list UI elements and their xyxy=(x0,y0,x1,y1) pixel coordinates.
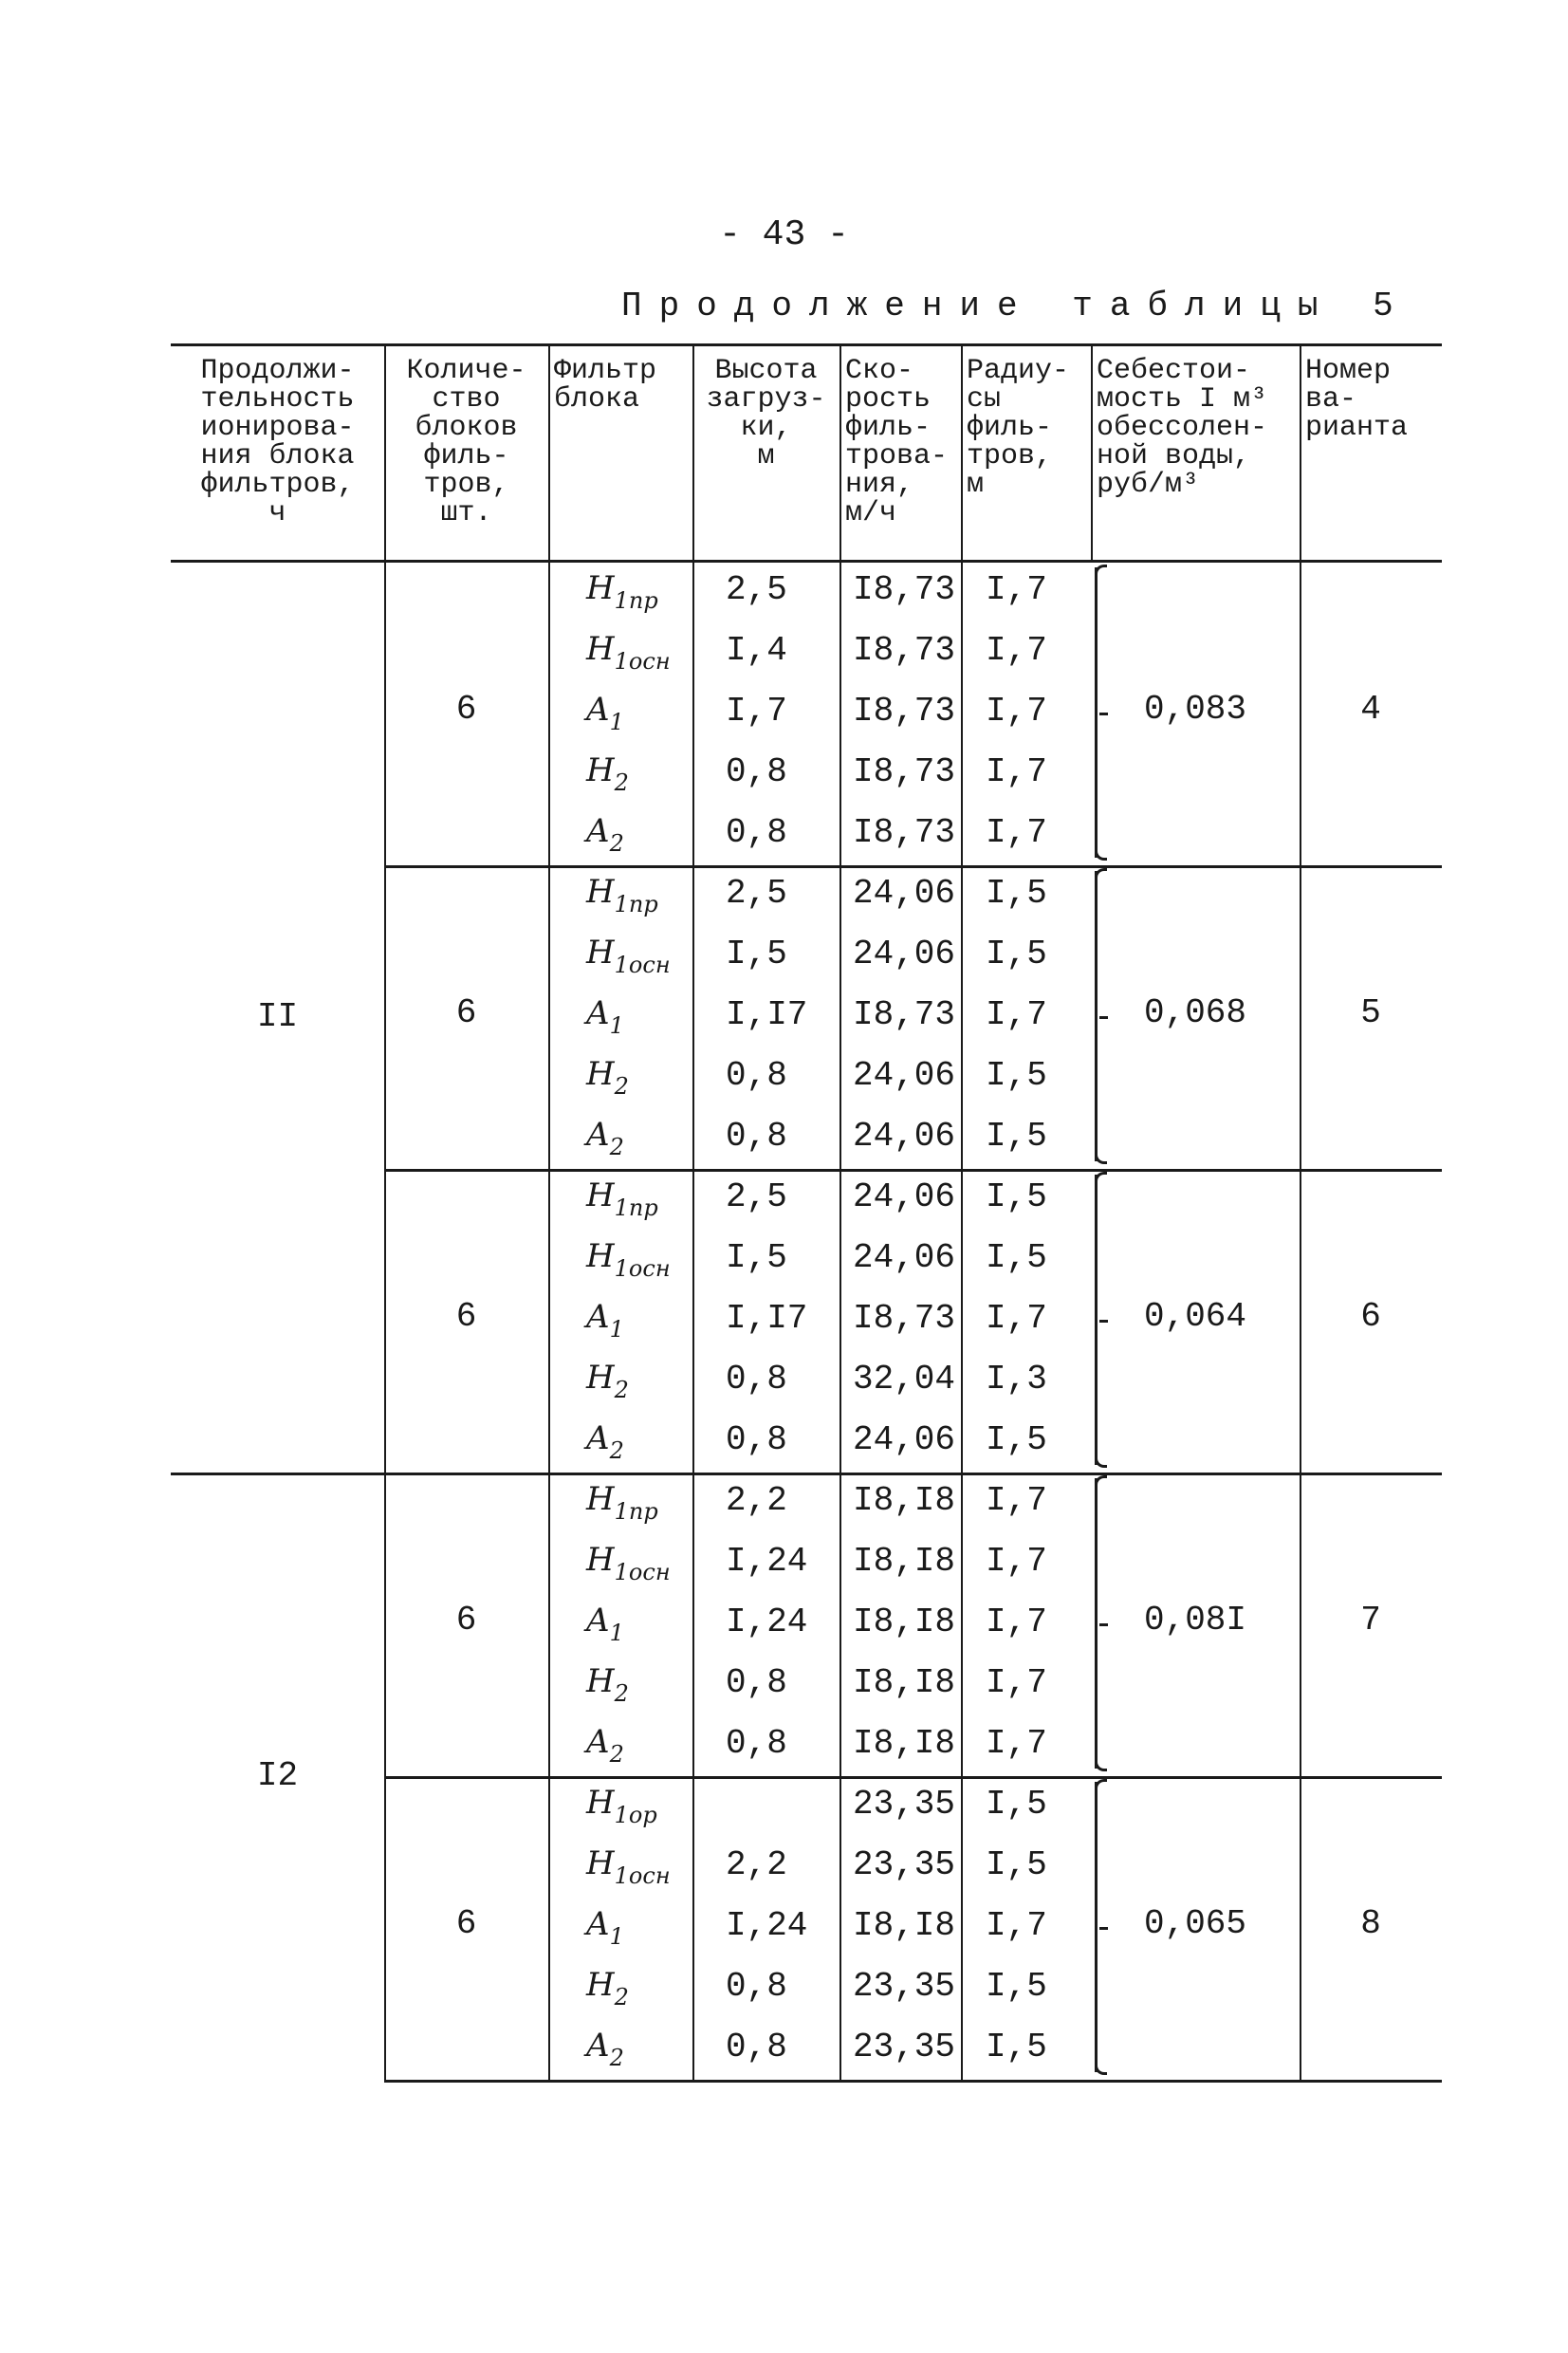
header-line: рианта xyxy=(1305,412,1409,444)
column-divider xyxy=(384,343,386,2080)
filter-name xyxy=(586,691,624,735)
filter-letter: H xyxy=(586,1844,615,1882)
loading-height: 0,8 xyxy=(726,2028,787,2066)
header-line: Продолжи- xyxy=(200,355,355,387)
filter-radius: I,7 xyxy=(986,752,1047,791)
filter-radius: I,5 xyxy=(986,2028,1047,2066)
filter-letter: H xyxy=(586,1176,615,1214)
loading-height: 0,8 xyxy=(726,752,787,791)
variant-number: 7 xyxy=(1360,1601,1381,1640)
header-line: мость I м³ xyxy=(1097,383,1268,416)
filter-subscript: 1осн xyxy=(614,1559,671,1585)
header-line: ния, xyxy=(845,469,914,501)
filter-name xyxy=(586,630,671,675)
filter-subscript: 2 xyxy=(614,1377,629,1403)
filter-radius: I,7 xyxy=(986,570,1047,609)
loading-height: I,4 xyxy=(726,631,787,670)
header-line: м/ч xyxy=(845,497,897,529)
header-line: шт. xyxy=(440,497,492,529)
filter-radius: I,5 xyxy=(986,1785,1047,1824)
filtration-speed: I8,73 xyxy=(853,631,956,670)
filter-subscript: 1пр xyxy=(614,1195,658,1221)
loading-height: 2,5 xyxy=(726,570,787,609)
filter-radius: I,5 xyxy=(986,1238,1047,1277)
table-caption: Продолжение таблицы 5 xyxy=(621,287,1411,325)
header-duration xyxy=(176,357,378,528)
filter-radius: I,5 xyxy=(986,1117,1047,1156)
header-line: фильтров, xyxy=(200,469,355,501)
header-speed xyxy=(845,357,955,528)
header-line: филь- xyxy=(423,440,509,472)
filter-name xyxy=(586,1966,629,2010)
filter-subscript: 1ор xyxy=(614,1802,657,1828)
header-bottom-rule xyxy=(171,560,1442,563)
page-number: - 43 - xyxy=(719,214,849,255)
filter-radius: I,7 xyxy=(986,995,1047,1034)
filtration-speed: 23,35 xyxy=(853,1845,956,1884)
group-divider xyxy=(384,1169,1442,1172)
filter-subscript: 1 xyxy=(609,1316,624,1343)
loading-height: 0,8 xyxy=(726,1360,787,1399)
filter-letter: A xyxy=(586,691,610,729)
filtration-speed: I8,I8 xyxy=(853,1663,956,1702)
header-line: тров, xyxy=(967,440,1053,472)
filtration-speed: I8,I8 xyxy=(853,1906,956,1945)
filtration-speed: I8,73 xyxy=(853,813,956,852)
filter-subscript: 1 xyxy=(609,709,624,735)
filtration-speed: I8,I8 xyxy=(853,1542,956,1581)
loading-height: 0,8 xyxy=(726,1967,787,2006)
filter-subscript: 2 xyxy=(614,1073,629,1100)
filter-name xyxy=(586,751,629,796)
filter-name xyxy=(586,1237,671,1282)
filter-radius: I,7 xyxy=(986,631,1047,670)
header-line: ство xyxy=(432,383,501,416)
filter-letter: A xyxy=(586,1298,610,1336)
filter-letter: A xyxy=(586,994,610,1032)
header-line: загруз- xyxy=(706,383,826,416)
header-line: Фильтр xyxy=(554,355,657,387)
filter-name xyxy=(586,2027,624,2071)
filter-radius: I,5 xyxy=(986,1177,1047,1216)
header-cost xyxy=(1097,357,1294,499)
loading-height: I,5 xyxy=(726,1238,787,1277)
filtration-speed: 23,35 xyxy=(853,2028,956,2066)
column-divider xyxy=(692,343,694,2080)
filtration-speed: 24,06 xyxy=(853,1238,956,1277)
filter-radius: I,5 xyxy=(986,1967,1047,2006)
column-divider xyxy=(548,343,550,2080)
filter-radius: I,7 xyxy=(986,1724,1047,1763)
filter-subscript: 1пр xyxy=(614,587,658,614)
filter-subscript: 2 xyxy=(609,1741,624,1768)
header-line: ионирова- xyxy=(200,412,355,444)
header-line: Номер xyxy=(1305,355,1392,387)
filter-radius: I,7 xyxy=(986,1603,1047,1641)
loading-height: 0,8 xyxy=(726,1056,787,1095)
loading-height: 0,8 xyxy=(726,813,787,852)
column-divider xyxy=(1300,343,1301,2080)
filter-letter: H xyxy=(586,1541,615,1579)
filter-letter: H xyxy=(586,1055,615,1093)
header-line: блоков xyxy=(415,412,518,444)
filtration-speed: 24,06 xyxy=(853,1420,956,1459)
filter-name xyxy=(586,1723,624,1768)
filtration-speed: 24,06 xyxy=(853,874,956,913)
filter-subscript: 2 xyxy=(614,1984,629,2010)
filter-radius: I,5 xyxy=(986,935,1047,973)
cost-value: 0,064 xyxy=(1143,1297,1247,1336)
cost-value: 0,068 xyxy=(1143,993,1247,1032)
filter-name xyxy=(586,1480,658,1525)
header-line: Ско- xyxy=(845,355,914,387)
column-divider xyxy=(961,343,963,2080)
loading-height: 0,8 xyxy=(726,1117,787,1156)
filter-name xyxy=(586,1784,657,1828)
filter-letter: H xyxy=(586,934,615,972)
filter-name xyxy=(586,569,658,614)
filter-name xyxy=(586,873,658,917)
filter-letter: A xyxy=(586,1116,610,1154)
filter-letter: H xyxy=(586,630,615,668)
filter-letter: H xyxy=(586,873,615,911)
filter-radius: I,7 xyxy=(986,1542,1047,1581)
filter-radius: I,7 xyxy=(986,1481,1047,1520)
filter-letter: A xyxy=(586,812,610,850)
table-top-rule xyxy=(171,343,1442,346)
filter-subscript: 1осн xyxy=(614,952,671,978)
filter-subscript: 2 xyxy=(614,1680,629,1707)
filter-name xyxy=(586,1359,629,1403)
cost-value: 0,08I xyxy=(1143,1601,1247,1640)
filter-letter: A xyxy=(586,1602,610,1640)
filter-letter: A xyxy=(586,2027,610,2065)
loading-height: I,I7 xyxy=(726,995,808,1034)
block-count: 6 xyxy=(455,1601,477,1640)
loading-height: I,I7 xyxy=(726,1299,808,1338)
header-line: блока xyxy=(554,383,640,416)
header-line: Высота xyxy=(714,355,818,387)
header-filter xyxy=(554,357,687,414)
block-count: 6 xyxy=(455,993,477,1032)
filter-letter: H xyxy=(586,751,615,789)
header-count xyxy=(390,357,543,528)
filter-subscript: 1 xyxy=(609,1923,624,1950)
header-line: тров, xyxy=(423,469,509,501)
header-line: ч xyxy=(268,497,286,529)
filter-radius: I,5 xyxy=(986,1845,1047,1884)
loading-height: 2,5 xyxy=(726,1177,787,1216)
filter-letter: H xyxy=(586,569,615,607)
filter-subscript: 1пр xyxy=(614,1498,658,1525)
filter-name xyxy=(586,994,624,1039)
column-divider xyxy=(839,343,841,2080)
filter-subscript: 2 xyxy=(614,769,629,796)
filtration-speed: I8,I8 xyxy=(853,1724,956,1763)
filter-name xyxy=(586,1541,671,1585)
filter-radius: I,7 xyxy=(986,1906,1047,1945)
filter-name xyxy=(586,1298,624,1343)
filter-name xyxy=(586,1176,658,1221)
filtration-speed: I8,73 xyxy=(853,752,956,791)
filtration-speed: 32,04 xyxy=(853,1360,956,1399)
loading-height: 0,8 xyxy=(726,1420,787,1459)
header-line: рость xyxy=(845,383,932,416)
filter-name xyxy=(586,1662,629,1707)
variant-number: 6 xyxy=(1360,1297,1381,1336)
header-line: ния блока xyxy=(200,440,355,472)
filter-radius: I,7 xyxy=(986,813,1047,852)
header-line: обессолен- xyxy=(1097,412,1268,444)
filter-name xyxy=(586,1844,671,1889)
filtration-speed: I8,73 xyxy=(853,995,956,1034)
filter-letter: H xyxy=(586,1237,615,1275)
header-line: ва- xyxy=(1305,383,1357,416)
filtration-speed: I8,73 xyxy=(853,570,956,609)
header-line: филь- xyxy=(967,412,1053,444)
header-height xyxy=(698,357,834,471)
filter-subscript: 1осн xyxy=(614,648,671,675)
filtration-speed: I8,73 xyxy=(853,1299,956,1338)
filtration-speed: I8,I8 xyxy=(853,1481,956,1520)
table-bottom-rule xyxy=(384,2080,1442,2083)
loading-height: I,24 xyxy=(726,1906,808,1945)
loading-height: I,24 xyxy=(726,1603,808,1641)
header-line: ной воды, xyxy=(1097,440,1251,472)
filter-radius: I,5 xyxy=(986,874,1047,913)
loading-height: I,24 xyxy=(726,1542,808,1581)
filter-letter: H xyxy=(586,1359,615,1397)
header-line: м xyxy=(757,440,775,472)
filter-name xyxy=(586,1602,624,1646)
filter-name xyxy=(586,1055,629,1100)
filtration-speed: 24,06 xyxy=(853,1177,956,1216)
filter-subscript: 1осн xyxy=(614,1862,671,1889)
filter-subscript: 2 xyxy=(609,1437,624,1464)
filtration-speed: 23,35 xyxy=(853,1967,956,2006)
header-radius xyxy=(967,357,1085,499)
loading-height: 0,8 xyxy=(726,1663,787,1702)
filter-letter: H xyxy=(586,1480,615,1518)
header-line: Количе- xyxy=(406,355,526,387)
variant-number: 8 xyxy=(1360,1904,1381,1943)
block-count: 6 xyxy=(455,1904,477,1943)
header-line: сы xyxy=(967,383,1002,416)
header-line: тельность xyxy=(200,383,355,416)
group-divider xyxy=(384,1776,1442,1779)
loading-height: 2,2 xyxy=(726,1481,787,1520)
block-count: 6 xyxy=(455,1297,477,1336)
filter-radius: I,3 xyxy=(986,1360,1047,1399)
filter-subscript: 2 xyxy=(609,2045,624,2071)
loading-height: 2,2 xyxy=(726,1845,787,1884)
header-line: ки, xyxy=(740,412,792,444)
filtration-speed: 24,06 xyxy=(853,1117,956,1156)
filtration-speed: 24,06 xyxy=(853,1056,956,1095)
cost-value: 0,065 xyxy=(1143,1904,1247,1943)
filtration-speed: 24,06 xyxy=(853,935,956,973)
column-divider xyxy=(1091,343,1093,560)
filter-subscript: 1осн xyxy=(614,1255,671,1282)
loading-height: I,7 xyxy=(726,692,787,731)
filter-radius: I,7 xyxy=(986,1299,1047,1338)
filtration-speed: I8,I8 xyxy=(853,1603,956,1641)
filter-letter: H xyxy=(586,1966,615,2004)
block-count: 6 xyxy=(455,690,477,729)
filter-name xyxy=(586,812,624,857)
filter-letter: A xyxy=(586,1723,610,1761)
filter-letter: A xyxy=(586,1905,610,1943)
filter-name xyxy=(586,1419,624,1464)
filter-radius: I,5 xyxy=(986,1056,1047,1095)
filtration-speed: 23,35 xyxy=(853,1785,956,1824)
header-line: Себестои- xyxy=(1097,355,1251,387)
header-line: руб/м³ xyxy=(1097,469,1200,501)
filter-subscript: 1 xyxy=(609,1012,624,1039)
duration-value: II xyxy=(256,997,299,1036)
filter-letter: H xyxy=(586,1662,615,1700)
filter-radius: I,7 xyxy=(986,692,1047,731)
filter-letter: H xyxy=(586,1784,615,1822)
filter-radius: I,7 xyxy=(986,1663,1047,1702)
filter-name xyxy=(586,934,671,978)
header-line: филь- xyxy=(845,412,932,444)
group-divider xyxy=(171,1473,1442,1475)
filter-subscript: 2 xyxy=(609,830,624,857)
header-line: м xyxy=(967,469,985,501)
variant-number: 4 xyxy=(1360,690,1381,729)
filter-radius: I,5 xyxy=(986,1420,1047,1459)
filter-name xyxy=(586,1116,624,1160)
header-line: трова- xyxy=(845,440,949,472)
duration-value: I2 xyxy=(256,1756,299,1795)
variant-number: 5 xyxy=(1360,993,1381,1032)
filter-name xyxy=(586,1905,624,1950)
filter-subscript: 2 xyxy=(609,1134,624,1160)
header-line: Радиу- xyxy=(967,355,1070,387)
group-divider xyxy=(384,865,1442,868)
header-variant xyxy=(1305,357,1436,442)
filter-subscript: 1пр xyxy=(614,891,658,917)
filter-letter: A xyxy=(586,1419,610,1457)
cost-value: 0,083 xyxy=(1143,690,1247,729)
filtration-speed: I8,73 xyxy=(853,692,956,731)
loading-height: 2,5 xyxy=(726,874,787,913)
loading-height: 0,8 xyxy=(726,1724,787,1763)
filter-subscript: 1 xyxy=(609,1620,624,1646)
loading-height: I,5 xyxy=(726,935,787,973)
